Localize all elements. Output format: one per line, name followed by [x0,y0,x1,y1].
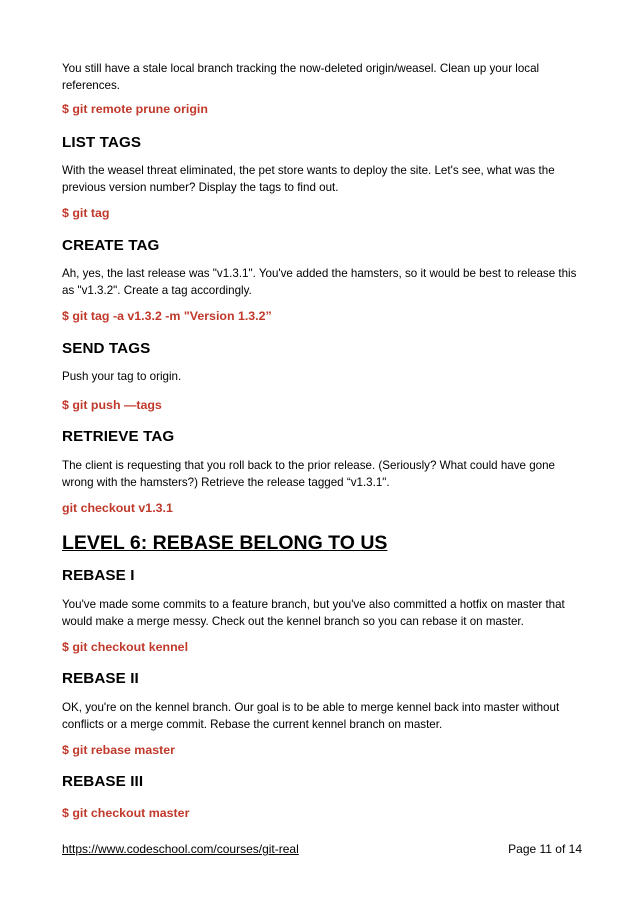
paragraph-rebase-1: You've made some commits to a feature branch, but you've also committed a hotfix on master that would make a merge messy. Check out the kennel branch so you can rebase it on master. [62,598,565,628]
heading-create-tag: CREATE TAG [62,237,160,254]
command-remote-prune: $ git remote prune origin [62,102,208,116]
command-checkout-master: $ git checkout master [62,806,190,820]
course-url-link[interactable]: https://www.codeschool.com/courses/git-real [62,842,299,856]
heading-send-tags: SEND TAGS [62,340,151,357]
heading-rebase-3: REBASE III [62,773,144,790]
paragraph-rebase-2: OK, you're on the kennel branch. Our goal is to be able to merge kennel back into master without conflicts or a merge commit. Rebase the current kennel branch on master. [62,701,560,731]
command-rebase-master: $ git rebase master [62,743,175,757]
command-checkout-kennel: $ git checkout kennel [62,640,189,654]
level-heading: LEVEL 6: REBASE BELONG TO US [62,532,388,554]
command-git-push-tags: $ git push —tags [62,398,162,412]
heading-rebase-1: REBASE I [62,567,135,584]
heading-retrieve-tag: RETRIEVE TAG [62,428,175,445]
heading-rebase-2: REBASE II [62,670,139,687]
paragraph-retrieve-tag: The client is requesting that you roll back to the prior release. (Seriously? What could have gone wrong with the hamsters?) Retrieve the release tagged “v1.3.1". [62,459,556,489]
paragraph-create-tag: Ah, yes, the last release was "v1.3.1". You've added the hamsters, so it would be best to release this as "v1.3.2". Create a tag accordingly. [62,267,577,297]
intro-paragraph: You still have a stale local branch tracking the now-deleted origin/weasel. Clean up your local references. [62,62,540,92]
paragraph-send-tags: Push your tag to origin. [62,370,182,383]
heading-list-tags: LIST TAGS [62,134,142,151]
command-git-checkout-tag: git checkout v1.3.1 [62,501,173,515]
command-git-tag-annotated: $ git tag -a v1.3.2 -m "Version 1.3.2” [62,309,272,323]
paragraph-list-tags: With the weasel threat eliminated, the pet store wants to deploy the site. Let's see, what was the previous version number? Display the tags to find out. [62,164,555,194]
page-number: Page 11 of 14 [508,842,582,856]
command-git-tag: $ git tag [62,206,110,220]
